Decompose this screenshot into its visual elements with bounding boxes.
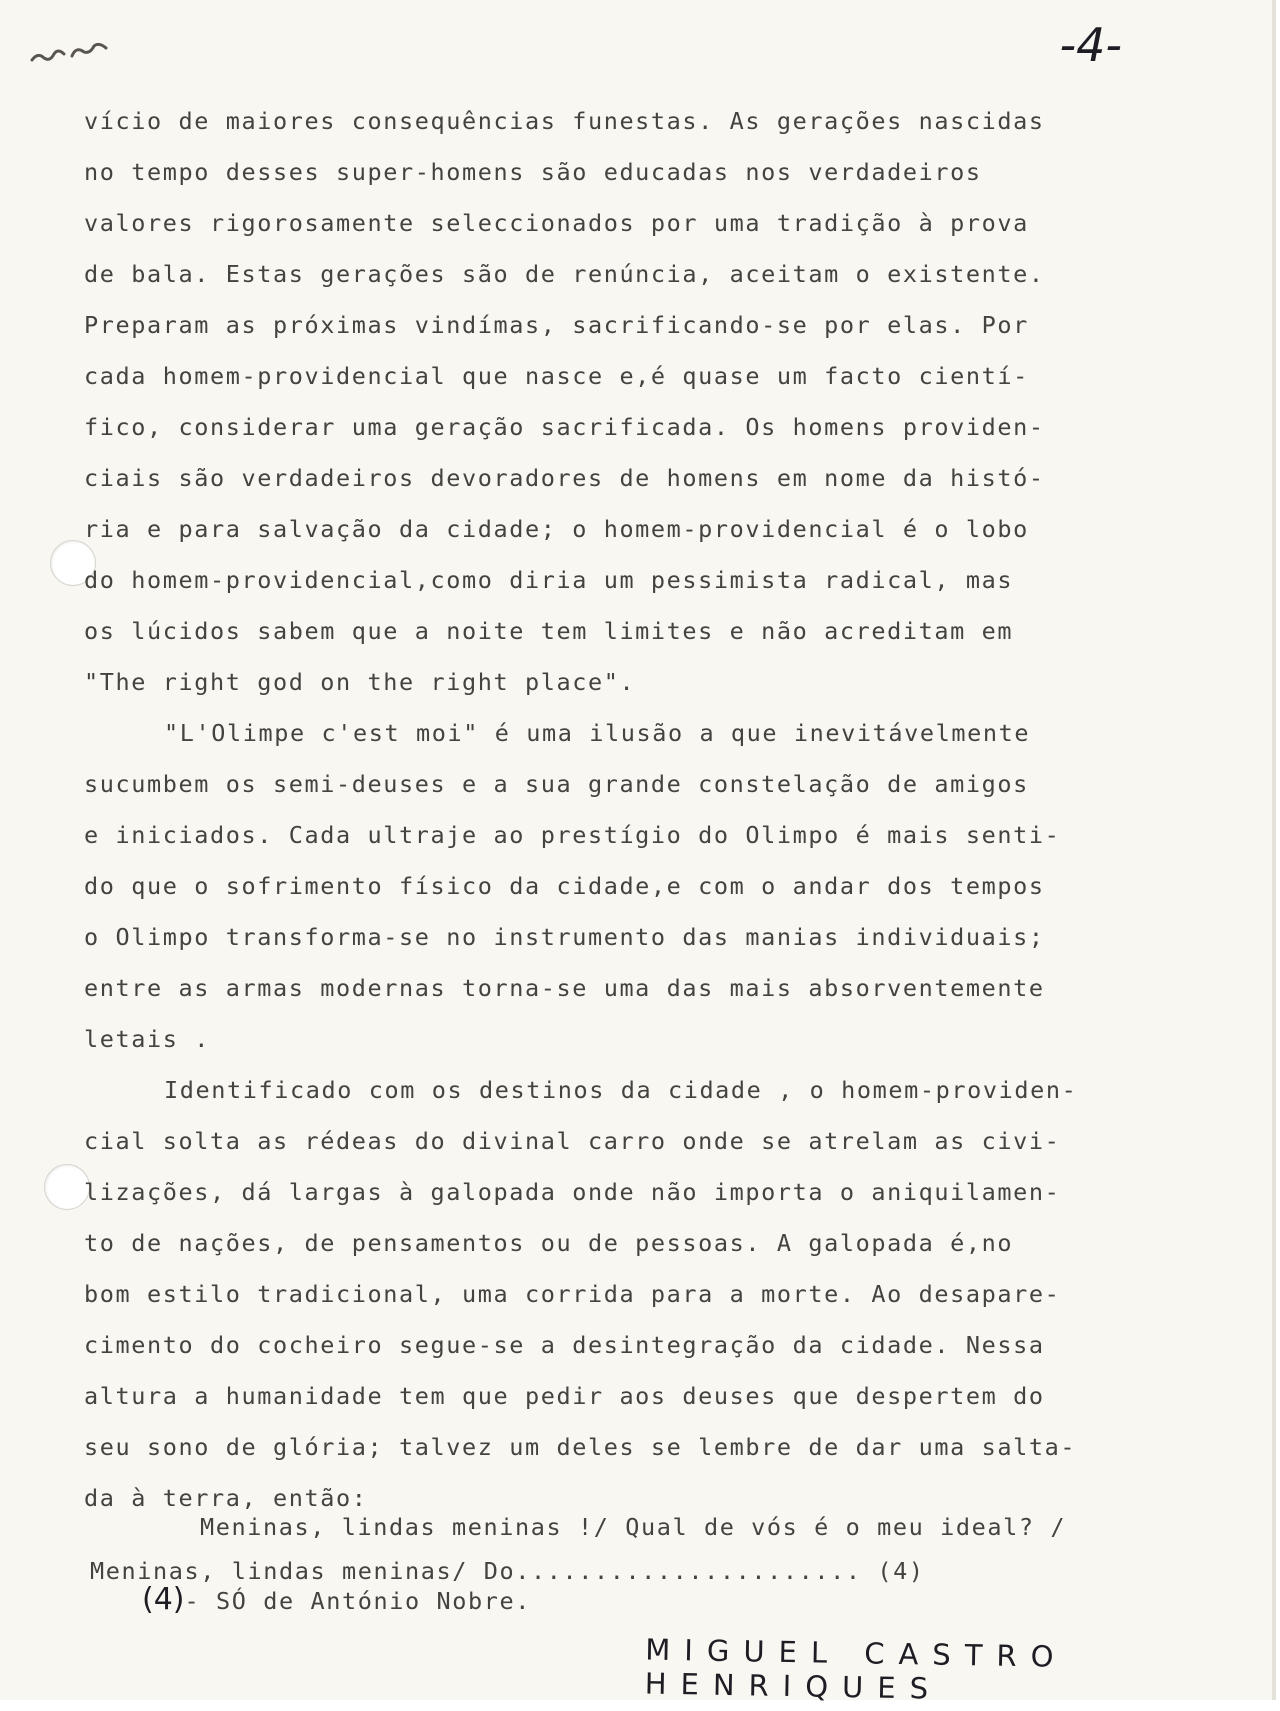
text-line: "The right god on the right place". <box>84 668 636 696</box>
text-line: da à terra, então: <box>84 1484 368 1512</box>
text-line: seu sono de glória; talvez um deles se lembre de dar uma salta- <box>84 1433 1077 1461</box>
text-line: altura a humanidade tem que pedir aos deuses que despertem do <box>84 1382 1045 1410</box>
text-line: ciais são verdadeiros devoradores de homens em nome da histó- <box>84 464 1045 492</box>
text-line: vício de maiores consequências funestas. As gerações nascidas <box>84 107 1045 135</box>
poem-line: Meninas, lindas meninas !/ Qual de vós é o meu ideal? / <box>200 1513 1067 1541</box>
page-number: -4- <box>1059 18 1122 72</box>
text-line: entre as armas modernas torna-se uma das mais absorventemente <box>84 974 1045 1002</box>
footnote-text: - SÓ de António Nobre. <box>184 1587 531 1615</box>
poem-quote <box>90 1505 1210 1593</box>
poem-line: Meninas, lindas meninas/ Do...................... (4) <box>90 1557 925 1585</box>
text-line: bom estilo tradicional, uma corrida para a morte. Ao desapare- <box>84 1280 1061 1308</box>
corner-scribble-mark <box>28 36 138 66</box>
text-line: o Olimpo transforma-se no instrumento das manias individuais; <box>84 923 1045 951</box>
text-line: e iniciados. Cada ultraje ao prestígio do Olimpo é mais senti- <box>84 821 1061 849</box>
paragraph-start-line: "L'Olimpe c'est moi" é uma ilusão a que inevitávelmente <box>164 719 1031 747</box>
text-line: os lúcidos sabem que a noite tem limites e não acreditam em <box>84 617 1014 645</box>
footnote-marker: (4) <box>142 1582 185 1617</box>
text-line: Preparam as próximas vindímas, sacrificando-se por elas. Por <box>84 311 1029 339</box>
text-line: do que o sofrimento físico da cidade,e com o andar dos tempos <box>84 872 1045 900</box>
text-line: do homem-providencial,como diria um pessimista radical, mas <box>84 566 1014 594</box>
text-line: ria e para salvação da cidade; o homem-providencial é o lobo <box>84 515 1029 543</box>
text-line: sucumbem os semi-deuses e a sua grande constelação de amigos <box>84 770 1029 798</box>
text-line: lizações, dá largas à galopada onde não importa o aniquilamen- <box>84 1178 1061 1206</box>
text-line: no tempo desses super-homens são educadas nos verdadeiros <box>84 158 982 186</box>
text-line: valores rigorosamente seleccionados por uma tradição à prova <box>84 209 1029 237</box>
paragraph-start-line: Identificado com os destinos da cidade , o homem-providen- <box>164 1076 1078 1104</box>
footnote <box>142 1582 531 1617</box>
text-line: cial solta as rédeas do divinal carro onde se atrelam as civi- <box>84 1127 1061 1155</box>
text-line: cada homem-providencial que nasce e,é quase um facto cientí- <box>84 362 1029 390</box>
handwritten-signature: MIGUEL CASTRO HENRIQUES <box>644 1632 1068 1706</box>
text-line: to de nações, de pensamentos ou de pessoas. A galopada é,no <box>84 1229 1014 1257</box>
text-line: de bala. Estas gerações são de renúncia, aceitam o existente. <box>84 260 1045 288</box>
typed-body-text <box>84 96 1204 1524</box>
text-line: cimento do cocheiro segue-se a desintegração da cidade. Nessa <box>84 1331 1045 1359</box>
text-line: letais . <box>84 1025 210 1053</box>
text-line: fico, considerar uma geração sacrificada. Os homens providen- <box>84 413 1045 441</box>
